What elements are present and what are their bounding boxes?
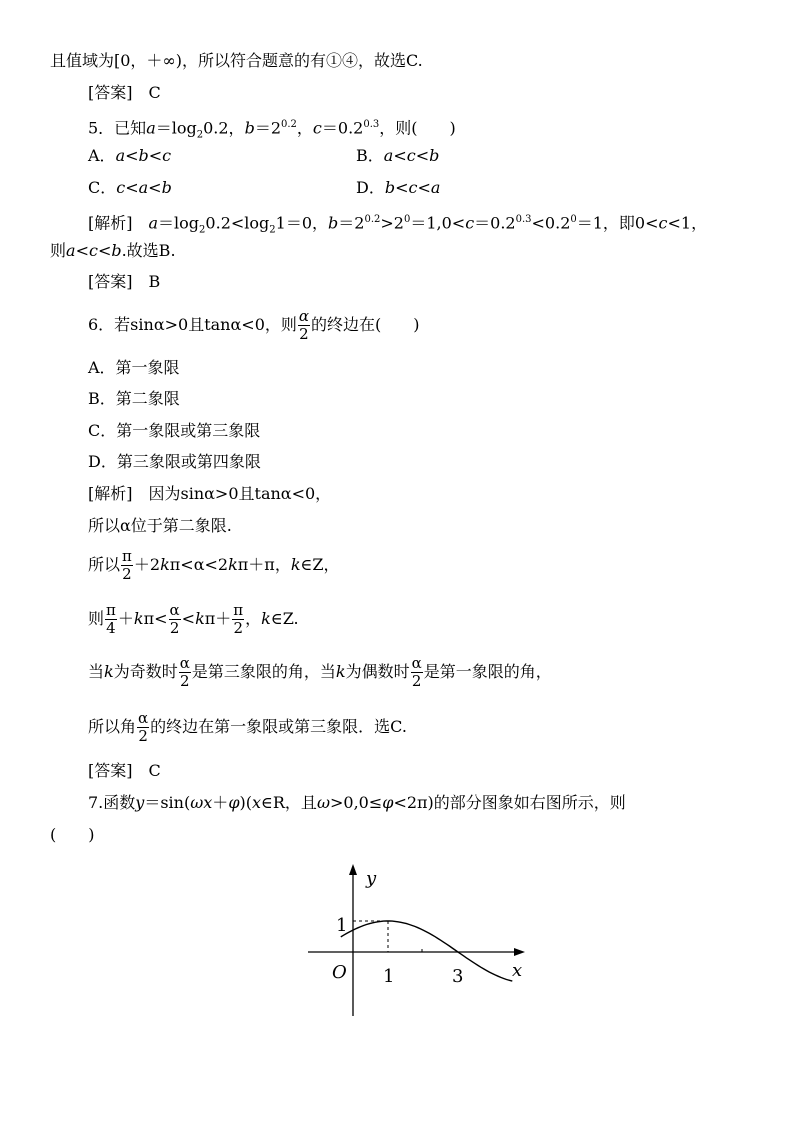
sine-curve	[341, 921, 513, 981]
solution-6-line-2: 所以α位于第二象限.	[88, 516, 232, 535]
y-tick-label-1: 1	[336, 915, 348, 936]
answer-6: [答案] C	[88, 761, 161, 780]
option-d: D．第三象限或第四象限	[88, 452, 261, 471]
solution-6-line-6: 所以角 $\frac{\alpha}{2}$ 的终边在第一象限或第三象限．选C.	[88, 709, 407, 745]
question-6-stem: 6．若sinα>0且tanα<0，则 $\frac{\alpha}{2}$ 的终边在( )	[88, 307, 420, 343]
solution-6-line-3: 所以 $\frac{\pi}{2}$ ＋2kπ<α<2kπ＋π，k∈Z，	[88, 547, 340, 583]
option-b: B．第二象限	[88, 389, 180, 408]
solution-6-line-5: 当k为奇数时 $\frac{\alpha}{2}$ 是第三象限的角，当k为偶数时 $\frac{\alpha}{2}$ 是第一象限的角，	[88, 654, 552, 690]
solution-6-line-1: [解析] 因为sinα>0且tanα<0，	[88, 484, 332, 503]
option-a: A．第一象限	[88, 358, 180, 377]
solution-5-line-1: [解析] $a=\log_20.2<\log_21=0$，$b=2^{0.2}>2^0=1,0<c=0.2^{0.3}<0.2^0=1$，即0<c<1，	[88, 213, 708, 236]
answer-4: [答案] C	[88, 83, 161, 102]
y-axis-label: y	[366, 868, 377, 889]
x-tick-label-3: 3	[452, 966, 464, 987]
option-b: B．a<c<b	[356, 146, 440, 165]
option-a: A．a<b<c	[88, 146, 172, 165]
x-axis-arrow	[514, 948, 525, 956]
option-d: D．b<c<a	[356, 178, 441, 197]
option-c: C．第一象限或第三象限	[88, 421, 261, 440]
x-axis-label: x	[512, 960, 523, 981]
question-7-paren: ( )	[50, 825, 95, 844]
answer-5: [答案] B	[88, 272, 161, 291]
y-axis-arrow	[349, 864, 357, 875]
sine-graph	[300, 858, 530, 1018]
question-7-stem: 7.函数y＝sin(ωx＋φ)(x∈R，且ω>0,0≤φ<2π)的部分图象如右图所示，则	[88, 793, 626, 812]
question-5-stem: 5．已知$a=\log_20.2$，$b=2^{0.2}$，$c=0.2^{0.3}$，则( )	[88, 118, 456, 141]
x-tick-label-1: 1	[383, 966, 395, 987]
origin-label: O	[332, 962, 347, 983]
solution-5-line-2: 则a<c<b.故选B.	[50, 241, 176, 260]
solution-6-line-4: 则 $\frac{\pi}{4}$ ＋kπ< $\frac{\alpha}{2}$ <kπ＋ $\frac{\pi}{2}$ ，k∈Z.	[88, 601, 299, 637]
option-c: C．c<a<b	[88, 178, 172, 197]
text-line: 且值域为[0，＋∞)，所以符合题意的有①④，故选C.	[50, 51, 423, 70]
